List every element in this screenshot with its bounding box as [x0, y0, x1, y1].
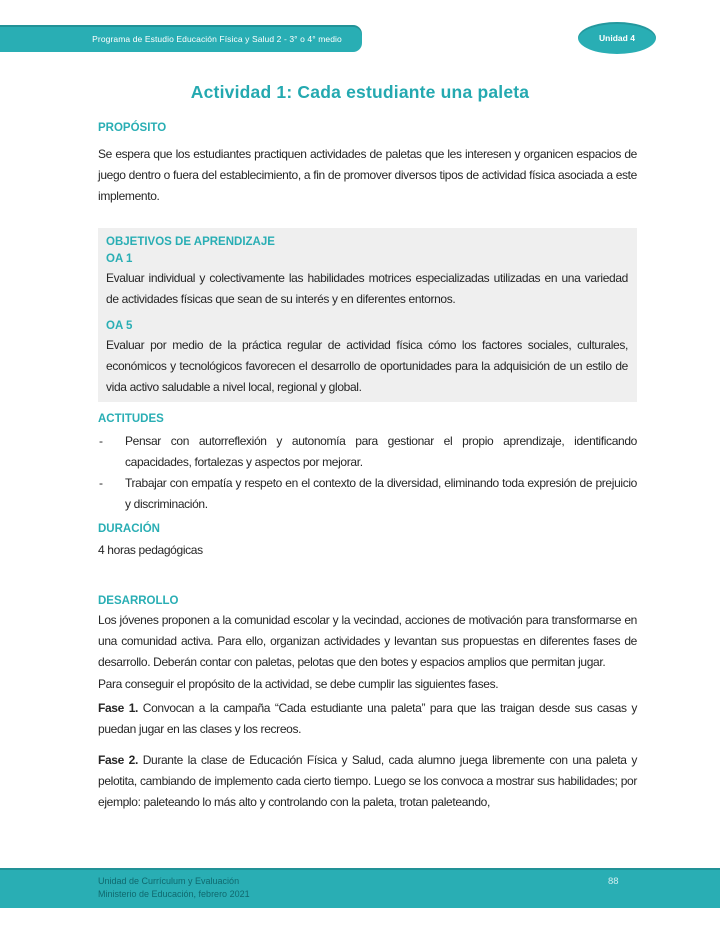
actitudes-item-text: Pensar con autorreflexión y autonomía para gestionar el propio aprendizaje, identificando capacidades, fortalezas y aspectos por mejorar. [125, 434, 637, 469]
fase2-text: Durante la clase de Educación Física y Salud, cada alumno juega libremente con una paleta y pelotita, cambiando de implemento cada cierto tiempo. Luego se los convoca a mostrar sus habilidades; por ejemplo: paleteando lo más alto y controlando con la paleta, trotan paleteando, [98, 753, 637, 809]
actitudes-list [98, 431, 637, 515]
proposito-heading: PROPÓSITO [98, 122, 167, 134]
fase1-text: Convocan a la campaña “Cada estudiante una paleta” para que las traigan desde sus casas y puedan jugar en las clases y los recreos. [98, 701, 638, 736]
actitudes-item-text: Trabajar con empatía y respeto en el contexto de la diversidad, eliminando toda expresión de prejuicio y discriminación. [125, 476, 637, 511]
footer-bar [0, 868, 720, 908]
objetivos-box [98, 228, 637, 402]
fases-intro-text: Para conseguir el propósito de la actividad, se debe cumplir las siguientes fases. [98, 677, 499, 691]
oa1-text: Evaluar individual y colectivamente las habilidades motrices especializadas utilizadas en una variedad de actividades físicas que sean de su interés y en diferentes entornos. [106, 271, 628, 306]
footer-org-line1: Unidad de Currículum y Evaluación [98, 876, 240, 886]
fase2-label: Fase 2. [98, 753, 138, 767]
actitudes-heading: ACTITUDES [98, 413, 164, 425]
desarrollo-heading: DESARROLLO [98, 595, 179, 607]
dash-marker: - [99, 476, 103, 490]
oa5-label: OA 5 [106, 320, 133, 332]
unit-badge-label: Unidad 4 [599, 33, 635, 43]
dash-marker: - [99, 434, 103, 448]
activity-title: Actividad 1: Cada estudiante una paleta [190, 82, 530, 102]
duracion-heading: DURACIÓN [98, 523, 160, 535]
objetivos-heading: OBJETIVOS DE APRENDIZAJE [106, 236, 275, 248]
fase1-paragraph [98, 698, 637, 740]
footer-org-line2: Ministerio de Educación, febrero 2021 [98, 889, 250, 899]
program-header-label: Programa de Estudio Educación Física y Salud 2 - 3° o 4° medio [92, 33, 342, 44]
fase2-paragraph [98, 750, 637, 813]
desarrollo-intro-text: Los jóvenes proponen a la comunidad escolar y la vecindad, acciones de motivación para transformarse en una comunidad activa. Para ello, organizan actividades y levantan sus propuestas en diferentes fases de desarrollo. Deberán contar con paletas, pelotas que den botes y espacios amplios que permitan jugar. [98, 613, 637, 669]
fase1-label: Fase 1. [98, 701, 139, 715]
oa5-text: Evaluar por medio de la práctica regular de actividad física cómo los factores sociales, culturales, económicos y tecnológicos favorecen el desarrollo de oportunidades para la adquisición de un estilo de vida activo saludable a nivel local, regional y global. [106, 338, 628, 394]
content-column [98, 112, 637, 813]
proposito-text: Se espera que los estudiantes practiquen actividades de paletas que les interesen y organicen espacios de juego dentro o fuera del establecimiento, a fin de promover diversos tipos de actividad física asociada a este implemento. [98, 147, 637, 203]
program-header-bar [0, 25, 362, 52]
unit-badge [578, 22, 656, 54]
page-number: 88 [608, 876, 619, 887]
actitudes-item [98, 473, 637, 515]
actitudes-item [98, 431, 637, 473]
oa1-label: OA 1 [106, 253, 133, 265]
duracion-text: 4 horas pedagógicas [98, 543, 203, 557]
